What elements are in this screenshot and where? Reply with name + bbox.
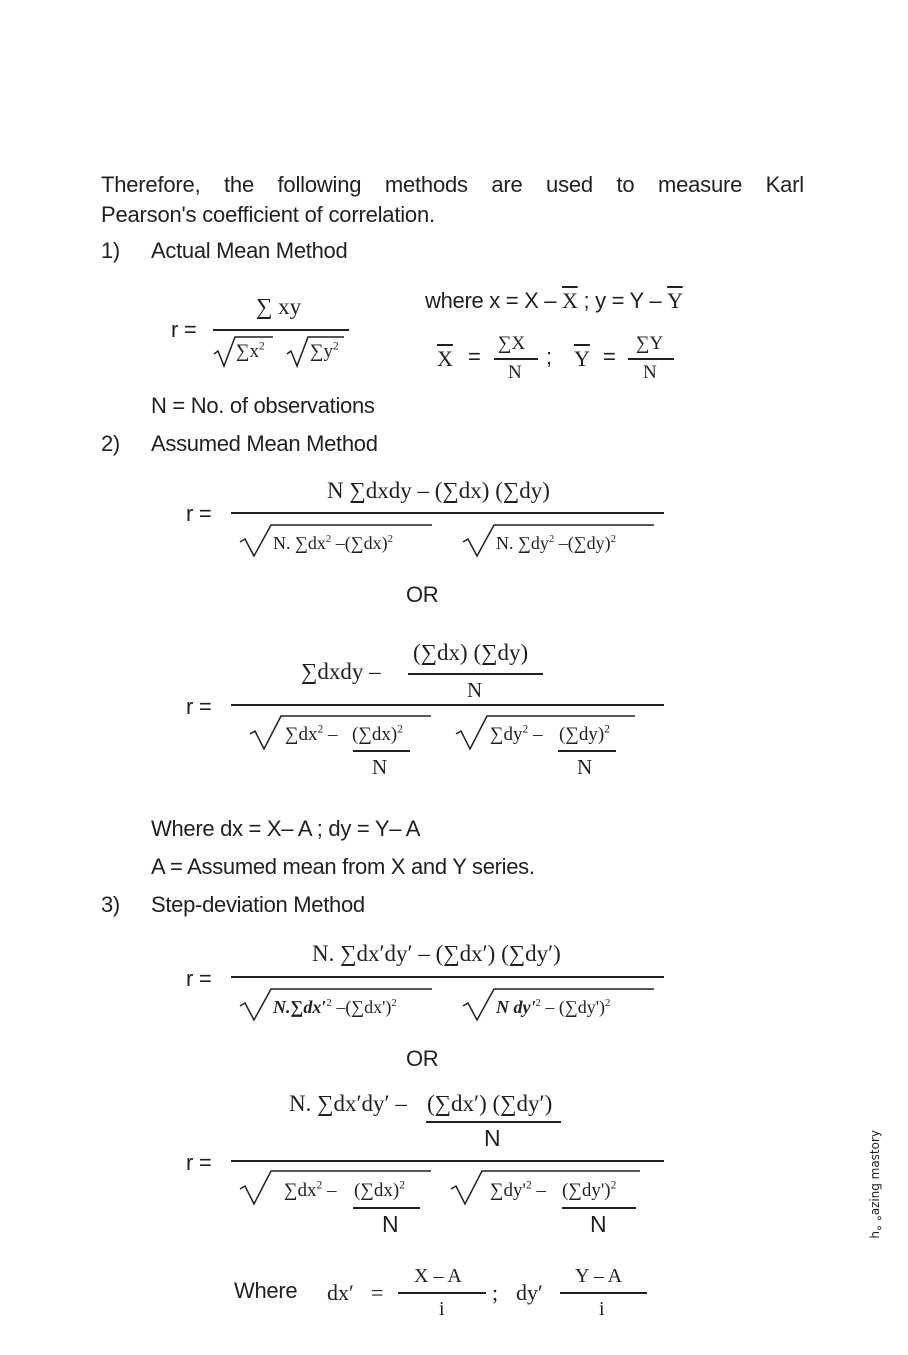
m2-f2-den-b-n: N: [577, 755, 593, 779]
m3-den-a: $N.\sum dx'^2$ $-(\sum dx')^2$: [273, 997, 397, 1017]
m3-where-label: Where: [234, 1278, 298, 1303]
m2-f2-num-n: N: [467, 678, 483, 702]
method-1-title: Actual Mean Method: [151, 238, 348, 263]
m3-semicolon: ;: [492, 1280, 499, 1305]
m3-f2-den-b2: $(\sum dy')^2$: [562, 1179, 617, 1201]
m2-f2-num-a: ∑dxdy –: [301, 659, 381, 684]
m1-semicolon: ;: [546, 344, 552, 369]
method-2-number: 2): [101, 431, 120, 456]
m1-numerator: ∑ xy: [256, 294, 302, 319]
m2-r-label: r =: [186, 501, 212, 526]
m3-i-2: i: [599, 1298, 605, 1320]
m2-sqrt-icon-2: [462, 524, 496, 558]
m3-dx-prime: dx′: [327, 1280, 354, 1305]
m2-f2-sqrt-icon-1: [249, 715, 283, 751]
m2-den-b: N. $\sum dy^2$ $-(\sum dy)^2$: [496, 533, 616, 553]
m2-where-a: A = Assumed mean from X and Y series.: [151, 854, 535, 879]
m1-xbar-fraction-bar: [494, 358, 538, 360]
method-2-title: Assumed Mean Method: [151, 431, 378, 456]
m3-f2-num-n: N: [484, 1125, 501, 1151]
m1-r-label: r =: [171, 317, 197, 342]
m3-r-label: r =: [186, 966, 212, 991]
m1-n-2: N: [643, 362, 657, 383]
m3-dy-fraction-bar: [560, 1292, 647, 1294]
m1-eq-2: =: [603, 344, 616, 369]
side-margin-text: [868, 1130, 898, 1305]
m3-f2-den-a-bar: [353, 1207, 420, 1209]
m3-dx-fraction-bar: [398, 1292, 486, 1294]
m2-f2-den-b-bar: [558, 750, 616, 752]
method-1-number: 1): [101, 238, 120, 263]
m1-ybar: $\overline{Y}$: [574, 346, 590, 371]
m2-f2-den-b: $\sum dy^2$ –: [490, 723, 543, 745]
m3-y-minus-a: Y – A: [575, 1265, 623, 1287]
m3-f2-sqrt-icon-1: [239, 1170, 273, 1206]
m3-f2-den-b-n: N: [590, 1211, 607, 1237]
m3-or-label: OR: [406, 1046, 439, 1071]
method-3-title: Step-deviation Method: [151, 892, 365, 917]
intro-paragraph: [101, 170, 804, 230]
m2-f2-den-a-n: N: [372, 755, 388, 779]
m2-fraction-bar: [231, 512, 664, 514]
m3-f2-num-inner-bar: [426, 1121, 561, 1123]
m3-sqrt-icon-2: [462, 988, 496, 1022]
m1-xbar: $\overline{X}$: [437, 346, 453, 371]
m2-f2-fraction-bar: [231, 704, 664, 706]
m1-n-definition: N = No. of observations: [151, 393, 375, 418]
m3-fraction-bar: [231, 976, 664, 978]
m3-x-minus-a: X – A: [414, 1265, 462, 1287]
m1-sumx: ∑X: [498, 333, 526, 354]
m2-f2-den-a2: $(\sum dx)^2$: [352, 723, 403, 745]
m2-f2-num-inner-bar: [408, 673, 543, 675]
m1-ybar-fraction-bar: [628, 358, 674, 360]
m2-where-dx-dy: Where dx = X– A ; dy = Y– A: [151, 816, 421, 841]
m3-numerator: N. ∑dx′dy′ – (∑dx′) (∑dy′): [312, 941, 561, 966]
m3-f2-den-b-bar: [562, 1207, 636, 1209]
m1-n-1: N: [508, 362, 522, 383]
m3-f2-num-a: N. ∑dx′dy′ –: [289, 1091, 407, 1116]
m2-numerator: N ∑dxdy – (∑dx) (∑dy): [327, 478, 550, 503]
m1-where-text: where $x = X - \overline{X}$ ; $y = Y - \overline{Y}$: [425, 288, 683, 313]
m2-f2-num-b: (∑dx) (∑dy): [413, 640, 529, 665]
m1-fraction-bar: [213, 329, 349, 331]
m3-den-b: N $dy'^2 - (\sum dy')^2$: [496, 997, 611, 1017]
m2-f2-sqrt-icon-2: [455, 715, 489, 751]
m3-f2-sqrt-icon-2: [450, 1170, 484, 1206]
m1-sqrt-icon-2: [286, 336, 310, 368]
m1-eq-1: =: [468, 344, 481, 369]
m1-den-sumy2: $\sum y^2$: [310, 340, 339, 362]
m2-f2-den-a: $\sum dx^2$ –: [285, 723, 338, 745]
m2-f2-den-a-bar: [353, 750, 410, 752]
m3-sqrt-icon-1: [239, 988, 273, 1022]
m2-f2-r-label: r =: [186, 694, 212, 719]
m3-f2-fraction-bar: [231, 1160, 664, 1162]
m3-eq-1: =: [371, 1280, 384, 1305]
m1-den-sumx2: $\sum x^2$: [236, 340, 265, 362]
m3-f2-den-a-n: N: [382, 1211, 399, 1237]
m3-dy-prime: dy′: [516, 1280, 543, 1305]
m3-f2-den-a: $\sum dx^2$ –: [284, 1179, 337, 1201]
m3-f2-r-label: r =: [186, 1150, 212, 1175]
m1-sumy: ∑Y: [636, 333, 664, 354]
intro-line-2: Pearson's coefficient of correlation.: [101, 202, 435, 227]
m3-f2-num-b: (∑dx′) (∑dy′): [427, 1091, 553, 1116]
m2-f2-den-b2: $(\sum dy)^2$: [559, 723, 610, 745]
method-3-number: 3): [101, 892, 120, 917]
m3-i-1: i: [439, 1298, 445, 1320]
intro-line-1: Therefore, the following methods are used to measure Karl: [101, 172, 804, 197]
m2-den-a: N. $\sum dx^2$ $-(\sum dx)^2$: [273, 533, 393, 553]
side-margin-text-label: ʎɹoʇsɐɯ ƃuᴉzɐ° °ɥ: [869, 1130, 883, 1239]
m3-f2-den-b: $\sum dy'^2$ –: [490, 1179, 546, 1201]
m2-sqrt-icon-1: [239, 524, 273, 558]
m2-or-label: OR: [406, 582, 439, 607]
m3-f2-den-a2: $(\sum dx)^2$: [354, 1179, 405, 1201]
m1-sqrt-icon-1: [213, 336, 237, 368]
